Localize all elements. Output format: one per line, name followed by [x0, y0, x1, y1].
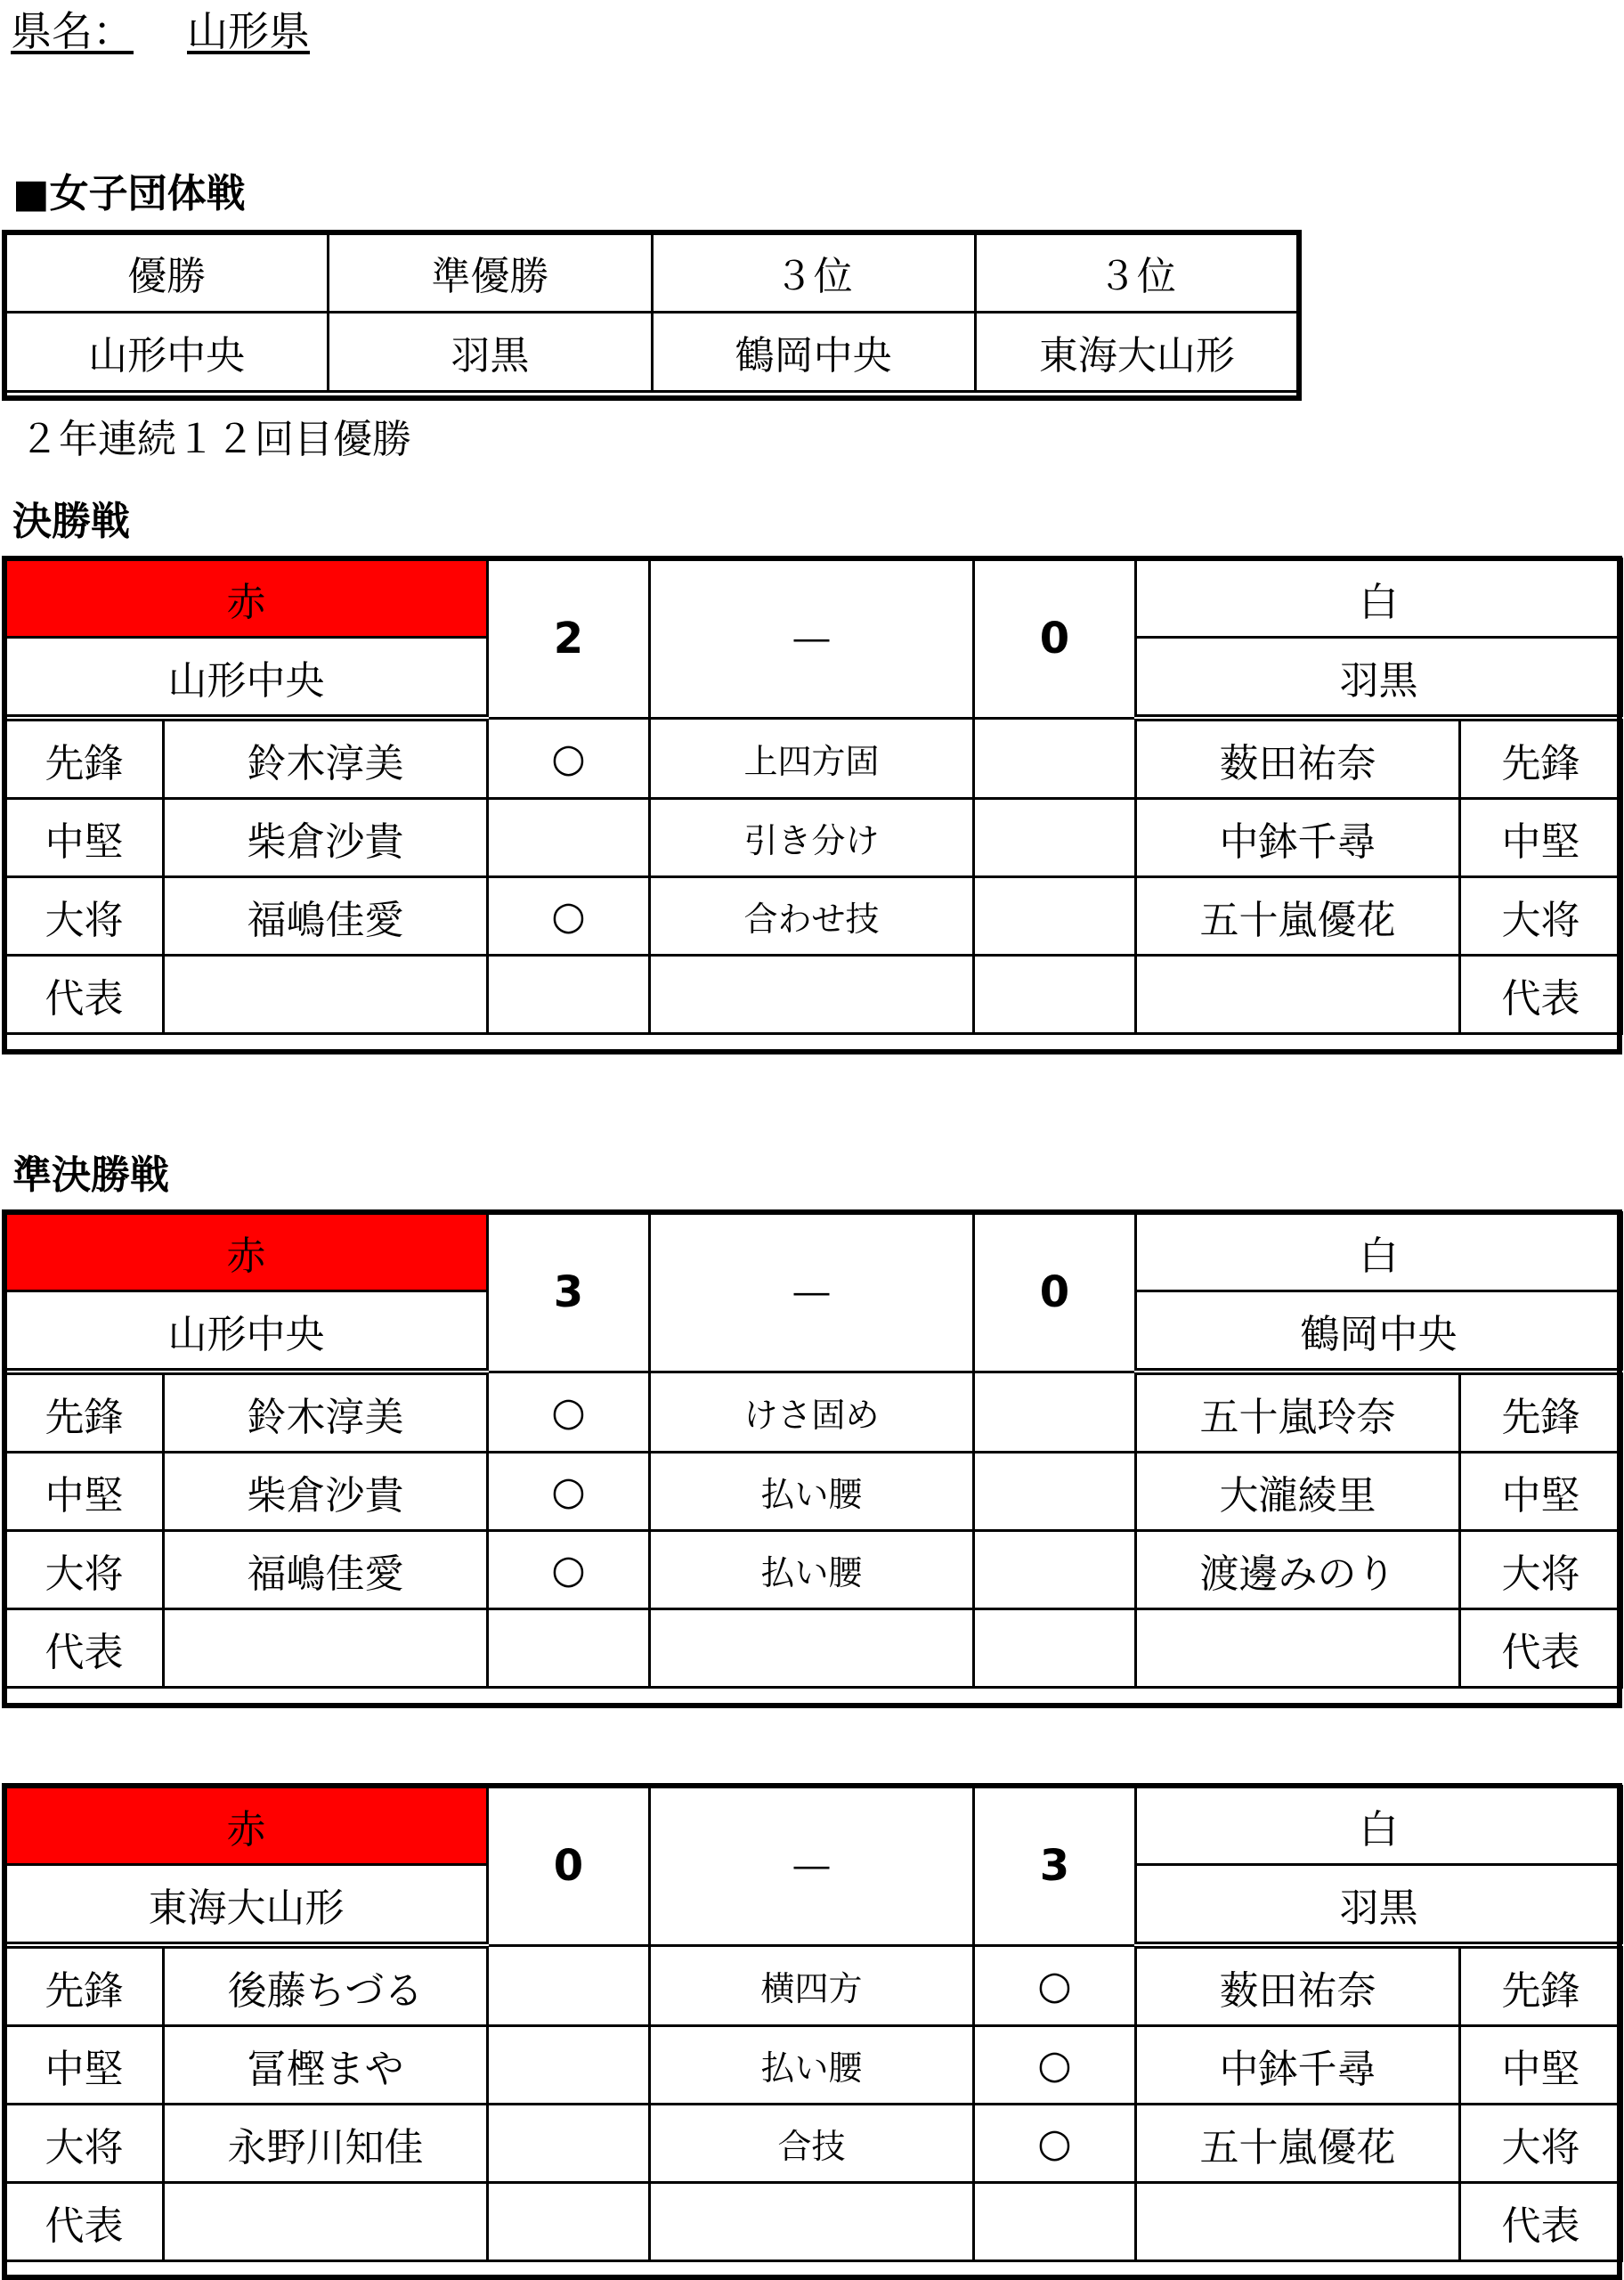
bout-row — [5, 2026, 1622, 2105]
red-position: 先鋒 — [5, 1945, 164, 2026]
red-win-mark — [488, 2183, 650, 2261]
red-position: 中堅 — [5, 2026, 164, 2105]
white-win-mark: ○ — [974, 2026, 1136, 2105]
technique — [650, 1609, 974, 1688]
red-win-mark — [488, 2026, 650, 2105]
bout-row — [5, 1453, 1622, 1531]
white-team-name: 羽黒 — [1136, 638, 1622, 719]
final-match-title: 決勝戦 — [12, 499, 130, 544]
technique: 横四方 — [650, 1945, 974, 2026]
red-score: 2 — [488, 559, 650, 719]
results-table — [4, 232, 1300, 393]
red-win-mark: ○ — [488, 1453, 650, 1531]
result-header: 優勝 — [5, 233, 329, 313]
white-win-mark: ○ — [974, 2105, 1136, 2183]
red-win-mark — [488, 1609, 650, 1688]
white-side-label: 白 — [1136, 559, 1622, 638]
white-player: 中鉢千尋 — [1136, 799, 1460, 877]
bout-row — [5, 1531, 1622, 1609]
white-position: 中堅 — [1460, 1453, 1622, 1531]
red-win-mark: ○ — [488, 877, 650, 956]
red-player: 後藤ちづる — [164, 1945, 488, 2026]
result-team: 山形中央 — [5, 313, 329, 392]
score-dash: ― — [650, 1213, 974, 1372]
match-header-row — [5, 1213, 1622, 1291]
white-position: 代表 — [1460, 1609, 1622, 1688]
bout-row — [5, 1609, 1622, 1688]
technique: 合技 — [650, 2105, 974, 2183]
bout-row — [5, 1945, 1622, 2026]
white-win-mark — [974, 1531, 1136, 1609]
white-score: 0 — [974, 559, 1136, 719]
bout-row — [5, 799, 1622, 877]
white-player — [1136, 2183, 1460, 2261]
white-position: 大将 — [1460, 877, 1622, 956]
red-side-label: 赤 — [5, 1787, 488, 1865]
white-win-mark — [974, 877, 1136, 956]
red-position: 大将 — [5, 1531, 164, 1609]
white-win-mark — [974, 1453, 1136, 1531]
white-player: 五十嵐優花 — [1136, 877, 1460, 956]
white-player: 中鉢千尋 — [1136, 2026, 1460, 2105]
white-player: 薮田祐奈 — [1136, 718, 1460, 799]
white-position: 中堅 — [1460, 2026, 1622, 2105]
result-team: 鶴岡中央 — [652, 313, 975, 392]
prefecture-line — [11, 4, 310, 59]
results-team-row — [5, 313, 1299, 392]
red-player: 福嶋佳愛 — [164, 1531, 488, 1609]
white-position: 大将 — [1460, 2105, 1622, 2183]
red-position: 先鋒 — [5, 718, 164, 799]
technique: 合わせ技 — [650, 877, 974, 956]
white-position: 先鋒 — [1460, 1945, 1622, 2026]
red-position: 代表 — [5, 2183, 164, 2261]
red-player: 永野川知佳 — [164, 2105, 488, 2183]
red-score: 3 — [488, 1213, 650, 1372]
white-side-label: 白 — [1136, 1213, 1622, 1291]
red-team-name: 山形中央 — [5, 638, 488, 719]
white-win-mark — [974, 718, 1136, 799]
red-team-name: 山形中央 — [5, 1291, 488, 1372]
white-position: 大将 — [1460, 1531, 1622, 1609]
white-side-label: 白 — [1136, 1787, 1622, 1865]
technique: 上四方固 — [650, 718, 974, 799]
bout-row — [5, 2105, 1622, 2183]
match-table-semifinal-2 — [4, 1785, 1623, 2262]
technique: けさ固め — [650, 1372, 974, 1453]
results-header-row — [5, 233, 1299, 313]
white-position: 代表 — [1460, 2183, 1622, 2261]
white-position: 先鋒 — [1460, 718, 1622, 799]
white-player: 渡邊みのり — [1136, 1531, 1460, 1609]
semifinal-match-title: 準決勝戦 — [12, 1152, 169, 1198]
match-table-semifinal-1 — [4, 1211, 1623, 1689]
red-player: 鈴木淳美 — [164, 1372, 488, 1453]
white-win-mark — [974, 2183, 1136, 2261]
technique — [650, 2183, 974, 2261]
white-player: 薮田祐奈 — [1136, 1945, 1460, 2026]
white-player: 五十嵐玲奈 — [1136, 1372, 1460, 1453]
score-dash: ― — [650, 559, 974, 719]
white-win-mark — [974, 956, 1136, 1034]
white-win-mark — [974, 1609, 1136, 1688]
red-position: 大将 — [5, 877, 164, 956]
red-win-mark — [488, 2105, 650, 2183]
bout-row — [5, 956, 1622, 1034]
white-team-name: 鶴岡中央 — [1136, 1291, 1622, 1372]
result-team: 東海大山形 — [975, 313, 1298, 392]
red-side-label: 赤 — [5, 1213, 488, 1291]
white-position: 中堅 — [1460, 799, 1622, 877]
match-header-row — [5, 559, 1622, 638]
bout-row — [5, 2183, 1622, 2261]
result-header: ３位 — [975, 233, 1298, 313]
white-position: 代表 — [1460, 956, 1622, 1034]
white-player: 五十嵐優花 — [1136, 2105, 1460, 2183]
bout-row — [5, 718, 1622, 799]
red-team-name: 東海大山形 — [5, 1865, 488, 1946]
white-score: 0 — [974, 1213, 1136, 1372]
red-win-mark — [488, 799, 650, 877]
red-player — [164, 2183, 488, 2261]
red-side-label: 赤 — [5, 559, 488, 638]
red-win-mark — [488, 1945, 650, 2026]
technique: 引き分け — [650, 799, 974, 877]
result-team: 羽黒 — [329, 313, 652, 392]
championship-note: ２年連続１２回目優勝 — [20, 417, 411, 462]
red-position: 先鋒 — [5, 1372, 164, 1453]
bout-row — [5, 1372, 1622, 1453]
white-team-name: 羽黒 — [1136, 1865, 1622, 1946]
red-win-mark: ○ — [488, 1531, 650, 1609]
section-title: ■女子団体戦 — [12, 171, 246, 216]
red-player: 柴倉沙貴 — [164, 799, 488, 877]
white-score: 3 — [974, 1787, 1136, 1946]
technique: 払い腰 — [650, 2026, 974, 2105]
result-header: 準優勝 — [329, 233, 652, 313]
red-position: 代表 — [5, 956, 164, 1034]
score-dash: ― — [650, 1787, 974, 1946]
white-win-mark — [974, 799, 1136, 877]
red-win-mark — [488, 956, 650, 1034]
result-header: ３位 — [652, 233, 975, 313]
white-win-mark — [974, 1372, 1136, 1453]
white-player — [1136, 956, 1460, 1034]
red-score: 0 — [488, 1787, 650, 1946]
red-position: 中堅 — [5, 799, 164, 877]
red-player: 柴倉沙貴 — [164, 1453, 488, 1531]
white-player: 大瀧綾里 — [1136, 1453, 1460, 1531]
red-player — [164, 956, 488, 1034]
red-player: 福嶋佳愛 — [164, 877, 488, 956]
match-header-row — [5, 1787, 1622, 1865]
white-win-mark: ○ — [974, 1945, 1136, 2026]
technique: 払い腰 — [650, 1531, 974, 1609]
technique — [650, 956, 974, 1034]
red-position: 大将 — [5, 2105, 164, 2183]
technique: 払い腰 — [650, 1453, 974, 1531]
match-table-final — [4, 558, 1623, 1035]
prefecture-value: 山形県 — [187, 7, 310, 55]
red-player: 鈴木淳美 — [164, 718, 488, 799]
red-win-mark: ○ — [488, 1372, 650, 1453]
bout-row — [5, 877, 1622, 956]
red-player — [164, 1609, 488, 1688]
white-player — [1136, 1609, 1460, 1688]
red-player: 冨樫まや — [164, 2026, 488, 2105]
prefecture-label: 県名： — [11, 7, 134, 55]
red-position: 代表 — [5, 1609, 164, 1688]
red-win-mark: ○ — [488, 718, 650, 799]
white-position: 先鋒 — [1460, 1372, 1622, 1453]
red-position: 中堅 — [5, 1453, 164, 1531]
